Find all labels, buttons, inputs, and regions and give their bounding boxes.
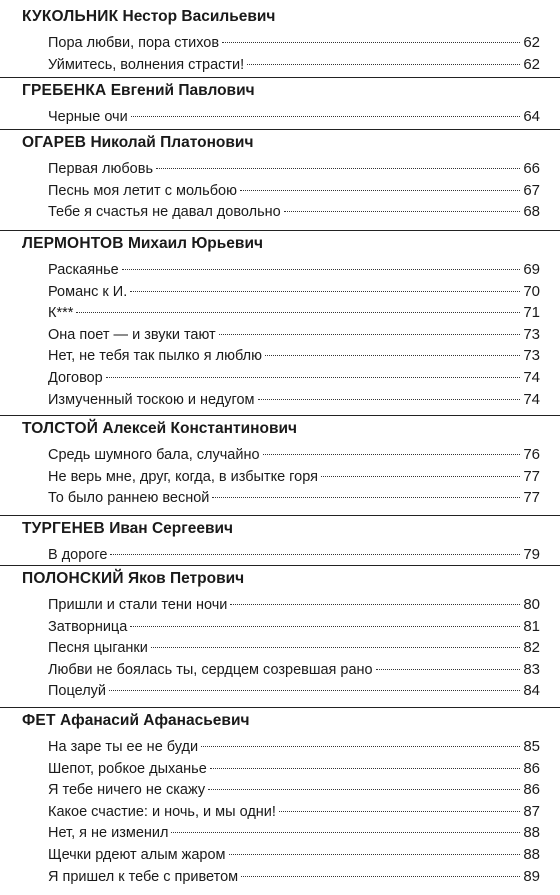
toc-entry[interactable] — [48, 324, 540, 345]
dot-leader — [229, 854, 521, 855]
entry-page-number: 71 — [523, 304, 540, 322]
entry-title: Поцелуй — [48, 683, 107, 700]
toc-entry[interactable] — [48, 779, 540, 800]
dot-leader — [201, 746, 520, 747]
dot-leader — [230, 604, 520, 605]
author-heading — [22, 518, 233, 540]
entry-page-number: 87 — [523, 802, 540, 820]
entry-title: То было раннею весной — [48, 490, 210, 507]
section-divider — [0, 129, 560, 130]
toc-entry[interactable] — [48, 158, 540, 179]
entry-page-number: 74 — [523, 369, 540, 386]
entry-title: Какое счастие: и ночь, и мы одни! — [48, 803, 276, 820]
dot-leader — [122, 269, 521, 270]
toc-entry[interactable] — [48, 844, 540, 865]
entry-page-number: 79 — [523, 546, 540, 563]
author-surname: ПОЛОНСКИЙ — [22, 570, 124, 587]
entry-page-number: 66 — [523, 160, 540, 177]
entry-page-number: 84 — [523, 682, 540, 700]
author-heading — [22, 132, 253, 154]
entry-title: Первая любовь — [48, 161, 153, 177]
dot-leader — [284, 211, 521, 212]
dot-leader — [219, 334, 521, 335]
dot-leader — [279, 811, 520, 812]
entry-page-number: 77 — [523, 489, 540, 507]
dot-leader — [208, 789, 520, 790]
entry-page-number: 68 — [523, 203, 540, 221]
dot-leader — [222, 42, 520, 43]
dot-leader — [258, 399, 521, 400]
author-heading — [22, 568, 244, 590]
entry-title: Уймитесь, волнения страсти! — [48, 56, 245, 73]
author-given-names: Евгений Павлович — [106, 82, 255, 99]
toc-entry[interactable] — [48, 32, 540, 53]
entry-page-number: 70 — [523, 282, 540, 300]
entry-page-number: 73 — [523, 325, 540, 343]
entry-title: Затворница — [48, 618, 128, 635]
dot-leader — [156, 168, 520, 169]
dot-leader — [151, 647, 520, 648]
entry-page-number: 69 — [523, 261, 540, 278]
dot-leader — [240, 190, 520, 191]
entry-title: Щечки рдеют алым жаром — [48, 847, 226, 863]
dot-leader — [376, 669, 521, 670]
dot-leader — [265, 355, 520, 356]
toc-entry[interactable] — [48, 201, 540, 222]
entry-title: Шепот, робкое дыханье — [48, 760, 207, 777]
entry-page-number: 89 — [523, 867, 540, 885]
toc-entry[interactable] — [48, 680, 540, 701]
author-heading — [22, 233, 263, 255]
author-surname: ТОЛСТОЙ — [22, 420, 99, 437]
entry-title: Песнь моя летит с мольбою — [48, 182, 237, 199]
entry-title: Любви не боялась ты, сердцем созревшая рано — [48, 661, 373, 678]
dot-leader — [131, 116, 521, 117]
entry-title: Я тебе ничего не скажу — [48, 782, 206, 799]
entry-title: В дороге — [48, 547, 108, 563]
dot-leader — [130, 626, 520, 627]
dot-leader — [247, 64, 520, 65]
entry-page-number: 83 — [523, 660, 540, 678]
entry-title: Раскаянье — [48, 262, 119, 278]
author-given-names: Нестор Васильевич — [118, 8, 276, 25]
toc-entry[interactable] — [48, 259, 540, 280]
entry-title: Она поет — и звуки тают — [48, 326, 216, 343]
entry-title: Черные очи — [48, 109, 128, 125]
toc-entry[interactable] — [48, 106, 540, 127]
entry-title: Нет, не тебя так пылко я люблю — [48, 348, 262, 365]
author-heading — [22, 418, 297, 440]
author-given-names: Михаил Юрьевич — [123, 235, 263, 252]
section-divider — [0, 565, 560, 566]
entry-page-number: 86 — [523, 781, 540, 799]
entry-page-number: 88 — [523, 846, 540, 863]
entry-page-number: 82 — [523, 639, 540, 657]
entry-page-number: 85 — [523, 738, 540, 755]
author-given-names: Иван Сергеевич — [104, 520, 234, 537]
section-divider — [0, 515, 560, 516]
entry-title: Измученный тоскою и недугом — [48, 391, 255, 408]
toc-entry[interactable] — [48, 801, 540, 822]
author-surname: КУКОЛЬНИК — [22, 8, 119, 25]
author-heading — [22, 710, 249, 732]
author-surname: ТУРГЕНЕВ — [22, 520, 105, 537]
entry-page-number: 62 — [523, 34, 540, 51]
entry-page-number: 76 — [523, 446, 540, 463]
author-surname: ФЕТ — [22, 712, 56, 729]
author-given-names: Николай Платонович — [86, 134, 254, 151]
toc-entry[interactable] — [48, 659, 540, 680]
entry-page-number: 88 — [523, 824, 540, 842]
section-divider — [0, 77, 560, 78]
author-surname: ЛЕРМОНТОВ — [22, 235, 124, 252]
toc-entry[interactable] — [48, 444, 540, 465]
toc-entry[interactable] — [48, 345, 540, 366]
toc-entry[interactable] — [48, 54, 540, 75]
toc-entry[interactable] — [48, 281, 540, 302]
entry-page-number: 86 — [523, 759, 540, 777]
dot-leader — [76, 312, 520, 313]
entry-title: Тебе я счастья не давал довольно — [48, 204, 281, 221]
entry-title: Я пришел к тебе с приветом — [48, 868, 239, 885]
toc-entry[interactable] — [48, 544, 540, 565]
dot-leader — [321, 476, 520, 477]
dot-leader — [110, 554, 520, 555]
author-heading — [22, 80, 255, 102]
entry-title: Романс к И. — [48, 283, 128, 300]
toc-entry[interactable] — [48, 302, 540, 323]
dot-leader — [263, 454, 521, 455]
toc-entry[interactable] — [48, 487, 540, 508]
author-heading — [22, 6, 275, 28]
toc-entry[interactable] — [48, 466, 540, 487]
entry-page-number: 62 — [523, 55, 540, 73]
entry-page-number: 80 — [523, 596, 540, 613]
toc-entry[interactable] — [48, 637, 540, 658]
entry-page-number: 81 — [523, 617, 540, 635]
entry-title: Пора любви, пора стихов — [48, 35, 220, 51]
entry-title: Песня цыганки — [48, 640, 148, 657]
dot-leader — [212, 497, 520, 498]
entry-title: Средь шумного бала, случайно — [48, 447, 260, 463]
entry-page-number: 67 — [523, 181, 540, 199]
entry-title: Договор — [48, 370, 103, 386]
entry-title: Не верь мне, друг, когда, в избытке горя — [48, 468, 318, 485]
toc-entry[interactable] — [48, 616, 540, 637]
dot-leader — [171, 832, 520, 833]
toc-entry[interactable] — [48, 180, 540, 201]
dot-leader — [241, 876, 520, 877]
entry-title: Нет, я не изменил — [48, 825, 169, 842]
entry-title: Пришли и стали тени ночи — [48, 597, 228, 613]
dot-leader — [130, 291, 520, 292]
toc-entry[interactable] — [48, 594, 540, 615]
toc-entry[interactable] — [48, 758, 540, 779]
dot-leader — [106, 377, 521, 378]
toc-entry[interactable] — [48, 389, 540, 410]
section-divider — [0, 707, 560, 708]
toc-entry[interactable] — [48, 367, 540, 388]
entry-title: К*** — [48, 305, 74, 322]
entry-page-number: 64 — [523, 108, 540, 125]
entry-title: На заре ты ее не буди — [48, 739, 199, 755]
author-given-names: Алексей Константинович — [98, 420, 298, 437]
section-divider — [0, 230, 560, 231]
author-given-names: Афанасий Афанасьевич — [55, 712, 250, 729]
toc-entry[interactable] — [48, 866, 540, 887]
author-given-names: Яков Петрович — [123, 570, 245, 587]
dot-leader — [109, 690, 520, 691]
author-surname: ОГАРЕВ — [22, 134, 87, 151]
toc-entry[interactable] — [48, 736, 540, 757]
toc-entry[interactable] — [48, 822, 540, 843]
dot-leader — [210, 768, 521, 769]
entry-page-number: 74 — [523, 390, 540, 408]
author-surname: ГРЕБЕНКА — [22, 82, 107, 99]
entry-page-number: 73 — [523, 347, 540, 365]
section-divider — [0, 415, 560, 416]
entry-page-number: 77 — [523, 467, 540, 485]
